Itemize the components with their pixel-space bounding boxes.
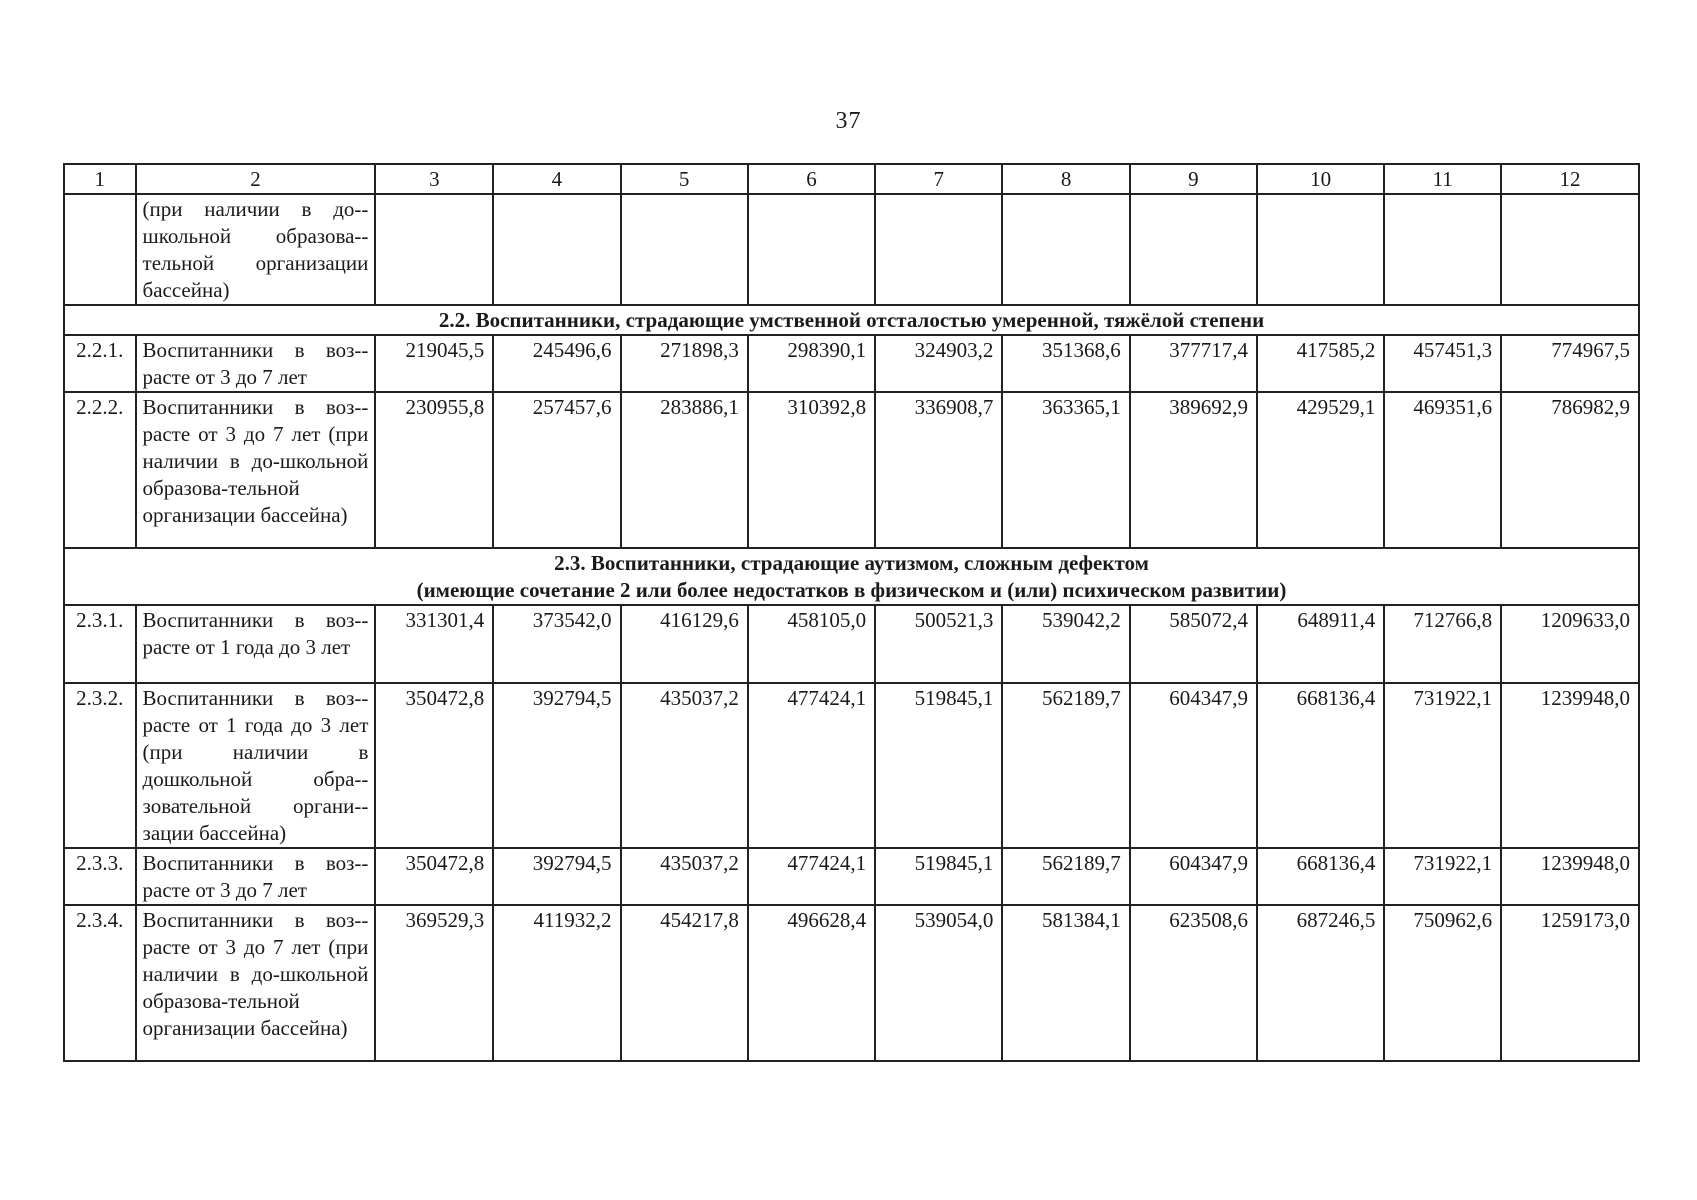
value-cell: 310392,8 <box>748 392 875 548</box>
value-cell: 731922,1 <box>1384 683 1501 848</box>
value-cell: 1209633,0 <box>1501 605 1639 683</box>
column-number-cell: 1 <box>64 164 136 194</box>
column-number-cell: 9 <box>1130 164 1257 194</box>
value-cell: 750962,6 <box>1384 905 1501 1061</box>
value-cell <box>1501 194 1639 305</box>
value-cell: 786982,9 <box>1501 392 1639 548</box>
value-cell: 712766,8 <box>1384 605 1501 683</box>
section-heading <box>64 548 1639 605</box>
tariff-table <box>63 163 1640 1062</box>
table-row <box>64 683 1639 848</box>
value-cell: 1239948,0 <box>1501 848 1639 905</box>
value-cell <box>493 194 620 305</box>
value-cell: 369529,3 <box>375 905 493 1061</box>
value-cell <box>621 194 748 305</box>
value-cell: 324903,2 <box>875 335 1002 392</box>
value-cell: 417585,2 <box>1257 335 1384 392</box>
value-cell <box>1130 194 1257 305</box>
value-cell: 392794,5 <box>493 683 620 848</box>
value-cell: 648911,4 <box>1257 605 1384 683</box>
table-row <box>64 905 1639 1061</box>
row-code <box>64 194 136 305</box>
value-cell: 457451,3 <box>1384 335 1501 392</box>
value-cell: 454217,8 <box>621 905 748 1061</box>
row-code: 2.3.2. <box>64 683 136 848</box>
value-cell: 562189,7 <box>1002 683 1129 848</box>
page-number: 37 <box>835 108 862 134</box>
value-cell: 623508,6 <box>1130 905 1257 1061</box>
column-number-cell: 4 <box>493 164 620 194</box>
value-cell: 668136,4 <box>1257 848 1384 905</box>
table-row <box>64 848 1639 905</box>
value-cell: 477424,1 <box>748 848 875 905</box>
column-number-cell: 2 <box>136 164 376 194</box>
table-row <box>64 335 1639 392</box>
column-number-cell: 5 <box>621 164 748 194</box>
column-number-row <box>64 164 1639 194</box>
value-cell: 562189,7 <box>1002 848 1129 905</box>
value-cell: 373542,0 <box>493 605 620 683</box>
value-cell: 731922,1 <box>1384 848 1501 905</box>
row-description: Воспитанники в воз-расте от 3 до 7 лет (при наличии в до-школьной образова-тельной организации бассейна) <box>136 392 376 548</box>
row-description: Воспитанники в воз-расте от 3 до 7 лет (при наличии в до-школьной образова-тельной организации бассейна) <box>136 905 376 1061</box>
value-cell: 331301,4 <box>375 605 493 683</box>
value-cell: 668136,4 <box>1257 683 1384 848</box>
value-cell: 687246,5 <box>1257 905 1384 1061</box>
section-heading-line: (имеющие сочетание 2 или более недостатков в физическом и (или) психическом развитии) <box>416 578 1287 602</box>
value-cell: 257457,6 <box>493 392 620 548</box>
value-cell: 519845,1 <box>875 683 1002 848</box>
value-cell: 363365,1 <box>1002 392 1129 548</box>
value-cell: 416129,6 <box>621 605 748 683</box>
row-description: Воспитанники в воз-расте от 3 до 7 лет <box>136 848 376 905</box>
column-number-cell: 3 <box>375 164 493 194</box>
row-code: 2.2.1. <box>64 335 136 392</box>
section-heading-line: 2.2. Воспитанники, страдающие умственной отсталостью умеренной, тяжёлой степени <box>438 308 1265 332</box>
value-cell: 581384,1 <box>1002 905 1129 1061</box>
value-cell: 539042,2 <box>1002 605 1129 683</box>
column-number-cell: 10 <box>1257 164 1384 194</box>
value-cell: 458105,0 <box>748 605 875 683</box>
value-cell: 435037,2 <box>621 848 748 905</box>
column-number-cell: 11 <box>1384 164 1501 194</box>
column-number-cell: 8 <box>1002 164 1129 194</box>
row-code: 2.3.4. <box>64 905 136 1061</box>
value-cell: 1239948,0 <box>1501 683 1639 848</box>
value-cell: 604347,9 <box>1130 683 1257 848</box>
section-heading <box>64 305 1639 335</box>
section-heading-row <box>64 548 1639 605</box>
column-number-cell: 6 <box>748 164 875 194</box>
table-row <box>64 392 1639 548</box>
value-cell: 350472,8 <box>375 683 493 848</box>
row-code: 2.3.1. <box>64 605 136 683</box>
value-cell: 1259173,0 <box>1501 905 1639 1061</box>
value-cell: 377717,4 <box>1130 335 1257 392</box>
value-cell: 519845,1 <box>875 848 1002 905</box>
table-row <box>64 194 1639 305</box>
value-cell <box>1384 194 1501 305</box>
row-description: Воспитанники в воз-расте от 3 до 7 лет <box>136 335 376 392</box>
value-cell <box>375 194 493 305</box>
value-cell: 298390,1 <box>748 335 875 392</box>
value-cell: 230955,8 <box>375 392 493 548</box>
section-heading-row <box>64 305 1639 335</box>
table-row <box>64 605 1639 683</box>
column-number-cell: 12 <box>1501 164 1639 194</box>
value-cell: 245496,6 <box>493 335 620 392</box>
value-cell: 604347,9 <box>1130 848 1257 905</box>
column-number-cell: 7 <box>875 164 1002 194</box>
value-cell: 477424,1 <box>748 683 875 848</box>
value-cell: 585072,4 <box>1130 605 1257 683</box>
value-cell: 219045,5 <box>375 335 493 392</box>
value-cell <box>1002 194 1129 305</box>
value-cell <box>875 194 1002 305</box>
section-heading-line: 2.3. Воспитанники, страдающие аутизмом, сложным дефектом <box>554 551 1149 575</box>
document-sheet <box>63 163 1640 1062</box>
value-cell: 336908,7 <box>875 392 1002 548</box>
value-cell: 429529,1 <box>1257 392 1384 548</box>
value-cell: 351368,6 <box>1002 335 1129 392</box>
row-code: 2.2.2. <box>64 392 136 548</box>
value-cell: 271898,3 <box>621 335 748 392</box>
value-cell: 539054,0 <box>875 905 1002 1061</box>
value-cell: 283886,1 <box>621 392 748 548</box>
value-cell <box>748 194 875 305</box>
row-description: Воспитанники в воз-расте от 1 года до 3 лет (при наличии в дошкольной обра-зовательной органи-зации бассейна) <box>136 683 376 848</box>
value-cell: 392794,5 <box>493 848 620 905</box>
value-cell <box>1257 194 1384 305</box>
value-cell: 496628,4 <box>748 905 875 1061</box>
value-cell: 774967,5 <box>1501 335 1639 392</box>
row-description: Воспитанники в воз-расте от 1 года до 3 лет <box>136 605 376 683</box>
row-description: (при наличии в до-школьной образова-тельной организации бассейна) <box>136 194 376 305</box>
value-cell: 350472,8 <box>375 848 493 905</box>
value-cell: 435037,2 <box>621 683 748 848</box>
value-cell: 500521,3 <box>875 605 1002 683</box>
row-code: 2.3.3. <box>64 848 136 905</box>
value-cell: 411932,2 <box>493 905 620 1061</box>
value-cell: 469351,6 <box>1384 392 1501 548</box>
value-cell: 389692,9 <box>1130 392 1257 548</box>
